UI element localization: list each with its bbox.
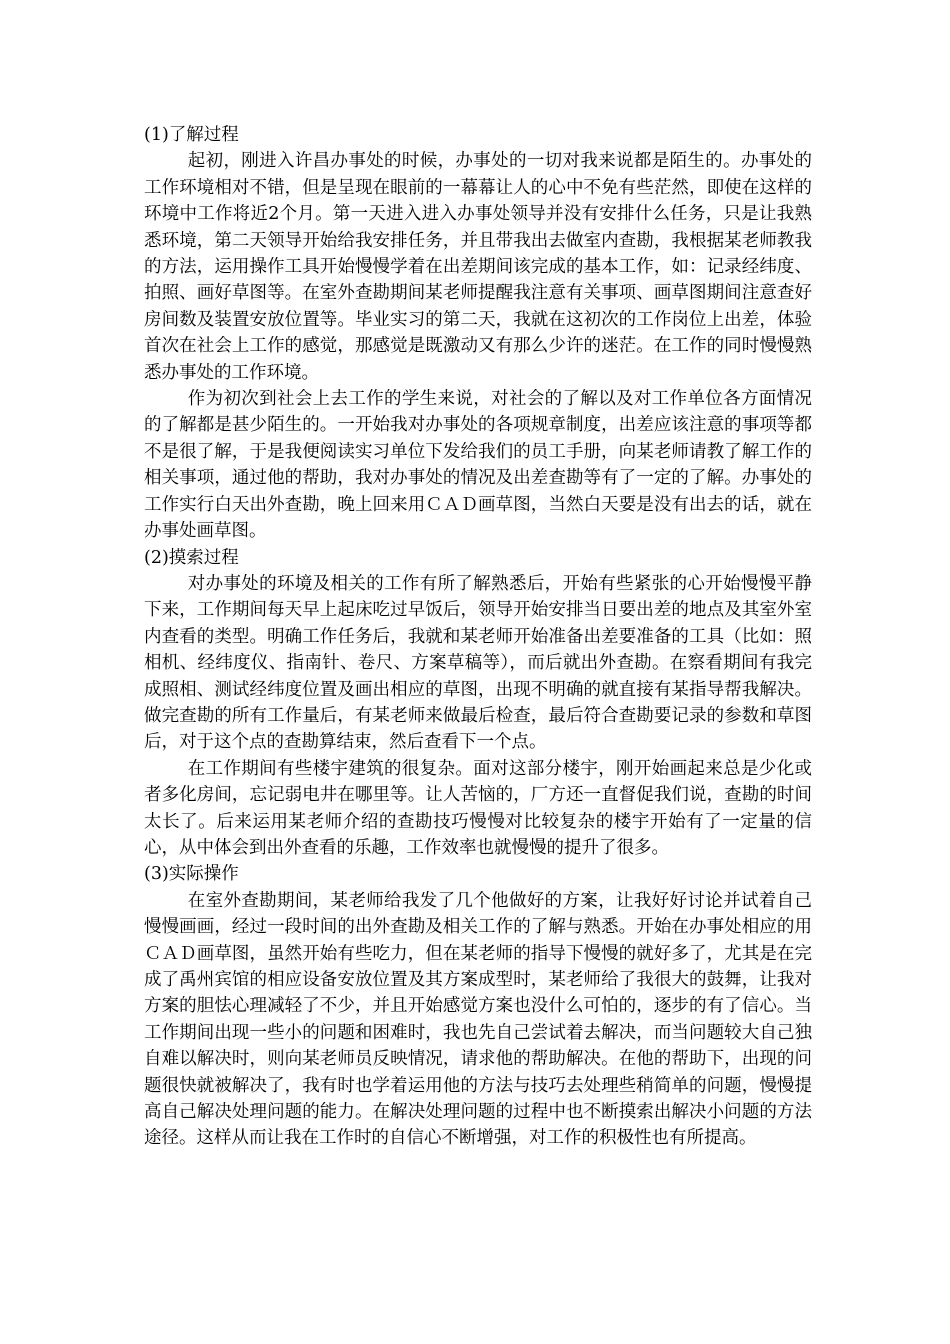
paragraph: 对办事处的环境及相关的工作有所了解熟悉后，开始有些紧张的心开始慢慢平静下来，工作期间每天早上起床吃过早饭后，领导开始安排当日要出差的地点及其室外室内查看的类型。明确工作任务后，我就和某老师开始准备出差要准备的工具（比如：照相机、经纬度仪、指南针、卷尺、方案草稿等），而后就出外查勘。在察看期间有我完成照相、测试经纬度位置及画出相应的草图，出现不明确的就直接有某指导帮我解决。做完查勘的所有工作量后，有某老师来做最后检查，最后符合查勘要记录的参数和草图后，对于这个点的查勘算结束，然后查看下一个点。 — [144, 573, 812, 753]
paragraph: 起初，刚进入许昌办事处的时候，办事处的一切对我来说都是陌生的。办事处的工作环境相对不错，但是呈现在眼前的一幕幕让人的心中不免有些茫然，即使在这样的环境中工作将近2个月。第一天进入进入办事处领导并没有安排什么任务，只是让我熟悉环境，第二天领导开始给我安排任务，并且带我出去做室内查勘，我根据某老师教我的方法，运用操作工具开始慢慢学着在出差期间该完成的基本工作，如：记录经纬度、拍照、画好草图等。在室外查勘期间某老师提醒我注意有关事项、画草图期间注意查好房间数及装置安放位置等。毕业实习的第二天，我就在这初次的工作岗位上出差，体验首次在社会上工作的感觉，那感觉是既激动又有那么少许的迷茫。在工作的同时慢慢熟悉办事处的工作环境。 — [144, 151, 812, 383]
document-body — [144, 122, 812, 1152]
paragraph: 在工作期间有些楼宇建筑的很复杂。面对这部分楼宇，刚开始画起来总是少化或者多化房间，忘记弱电井在哪里等。让人苦恼的，厂方还一直督促我们说，查勘的时间太长了。后来运用某老师介绍的查勘技巧慢慢对比较复杂的楼宇开始有了一定量的信心，从中体会到出外查看的乐趣，工作效率也就慢慢的提升了很多。 — [144, 758, 812, 858]
section-heading-exploring: (2)摸索过程 — [144, 547, 239, 568]
section-heading-understanding: (1)了解过程 — [144, 125, 239, 145]
paragraph: 在室外查勘期间，某老师给我发了几个他做好的方案，让我好好讨论并试着自己慢慢画画，经过一段时间的出外查勘及相关工作的了解与熟悉。开始在办事处相应的用ＣＡＤ画草图，虽然开始有些吃力，但在某老师的指导下慢慢的就好多了，尤其是在完成了禹州宾馆的相应设备安放位置及其方案成型时，某老师给了我很大的鼓舞，让我对方案的胆怯心理减轻了不少，并且开始感觉方案也没什么可怕的，逐步的有了信心。当工作期间出现一些小的问题和困难时，我也先自己尝试着去解决，而当问题较大自己独自难以解决时，则向某老师员反映情况，请求他的帮助解决。在他的帮助下，出现的问题很快就被解决了，我有时也学着运用他的方法与技巧去处理些稍简单的问题，慢慢提高自己解决处理问题的能力。在解决处理问题的过程中也不断摸索出解决小问题的方法途径。这样从而让我在工作时的自信心不断增强，对工作的积极性也有所提高。 — [144, 890, 812, 1149]
paragraph: 作为初次到社会上去工作的学生来说，对社会的了解以及对工作单位各方面情况的了解都是甚少陌生的。一开始我对办事处的各项规章制度，出差应该注意的事项等都不是很了解，于是我便阅读实习单位下发给我们的员工手册，向某老师请教了解工作的相关事项，通过他的帮助，我对办事处的情况及出差查勘等有了一定的了解。办事处的工作实行白天出外查勘，晚上回来用ＣＡＤ画草图，当然白天要是没有出去的话，就在办事处画草图。 — [144, 389, 812, 542]
section-heading-practice: (3)实际操作 — [144, 864, 239, 885]
